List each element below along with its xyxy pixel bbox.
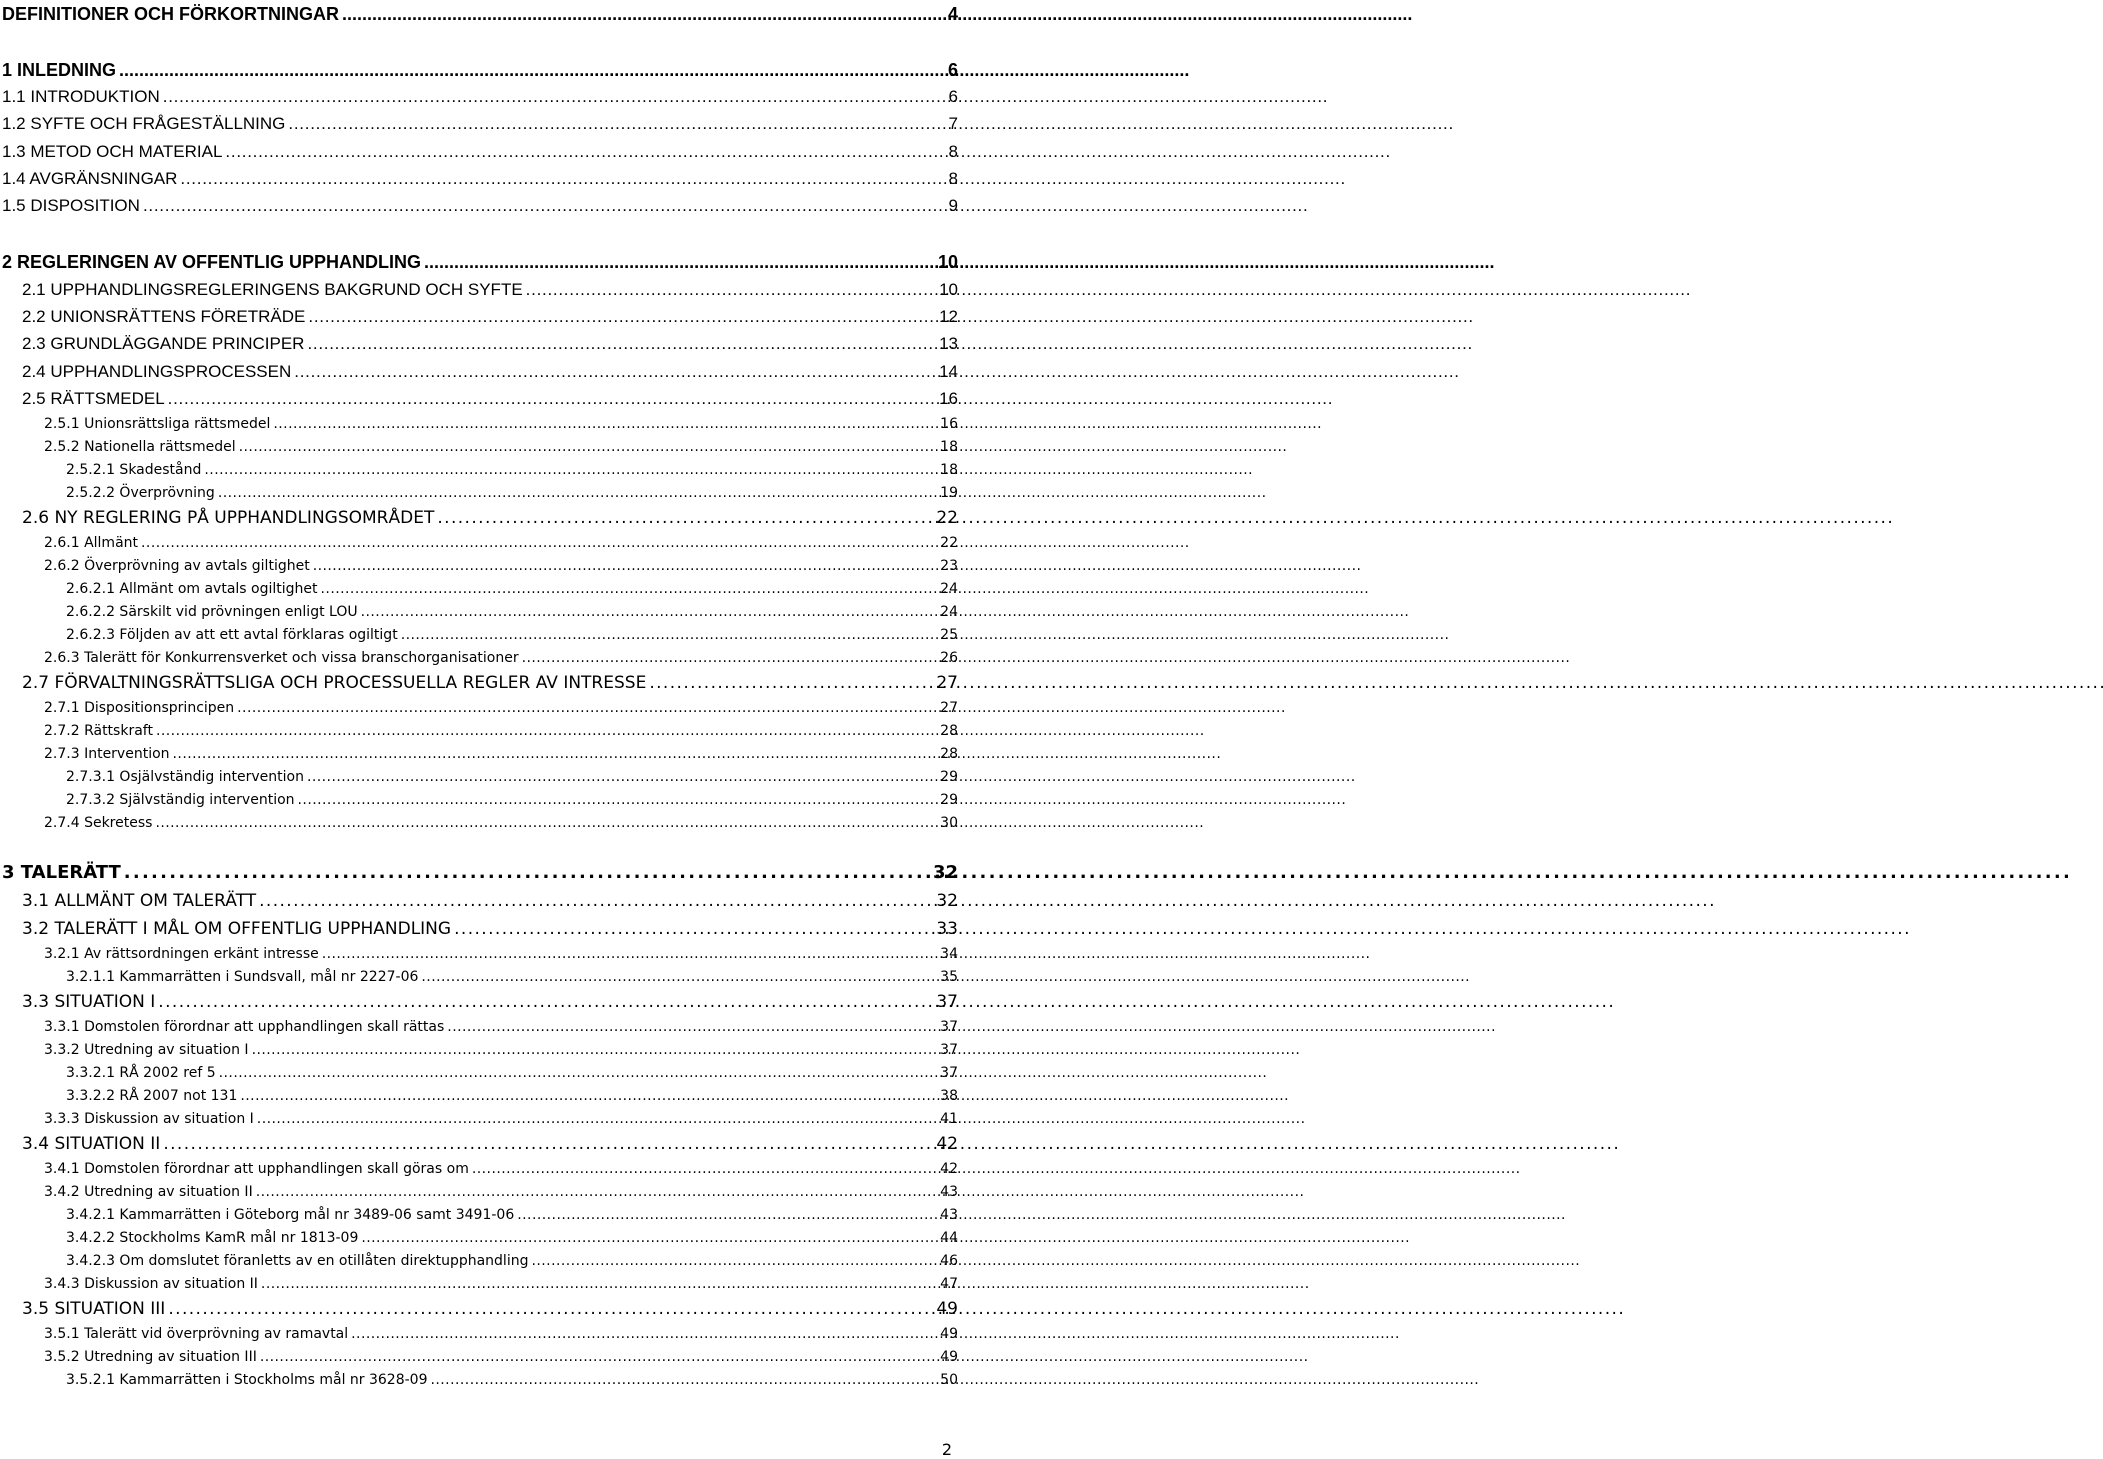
toc-leader-dots <box>173 746 938 762</box>
toc-entry[interactable] <box>2 60 958 81</box>
toc-entry[interactable] <box>44 723 958 739</box>
toc-entry[interactable] <box>44 416 958 432</box>
toc-entry[interactable] <box>44 1326 958 1342</box>
toc-entry-title: 3.4.2.1 Kammarrätten i Göteborg mål nr 3489-06 samt 3491-06 <box>66 1207 515 1223</box>
toc-entry-title: 2.4 UPPHANDLINGSPROCESSEN <box>22 362 292 381</box>
toc-leader-dots <box>168 389 936 409</box>
toc-leader-dots <box>204 462 937 478</box>
toc-leader-dots <box>288 114 945 134</box>
toc-entry-title: 2.7.1 Dispositionsprincipen <box>44 700 235 716</box>
toc-leader-dots <box>256 1184 937 1200</box>
toc-entry[interactable] <box>66 1372 958 1388</box>
toc-entry-title: 3.4.3 Diskussion av situation II <box>44 1276 258 1292</box>
toc-entry-page: 32 <box>932 862 958 883</box>
toc-entry-title: 3.2.1.1 Kammarrätten i Sundsvall, mål nr 2227-06 <box>66 969 419 985</box>
toc-entry[interactable] <box>66 1230 958 1246</box>
toc-entry-page: 7 <box>948 114 958 133</box>
toc-entry-title: 2.5.1 Unionsrättsliga rättsmedel <box>44 416 271 432</box>
toc-entry-title: 2.5.2 Nationella rättsmedel <box>44 439 236 455</box>
toc-entry-title: 3.5 SITUATION III <box>22 1299 166 1319</box>
toc-entry-page: 28 <box>940 723 958 739</box>
toc-entry-title: 3.3.1 Domstolen förordnar att upphandlingen skall rättas <box>44 1019 445 1035</box>
toc-entry[interactable] <box>44 1349 958 1365</box>
toc-entry[interactable] <box>22 362 958 382</box>
toc-leader-dots <box>522 650 938 666</box>
toc-entry[interactable] <box>44 746 958 762</box>
toc-entry[interactable] <box>66 1207 958 1223</box>
toc-entry[interactable] <box>44 1161 958 1177</box>
toc-entry[interactable] <box>22 1299 958 1319</box>
page-number: 2 <box>941 1440 952 1459</box>
toc-entry-title: 2.5 RÄTTSMEDEL <box>22 389 165 408</box>
toc-entry[interactable] <box>2 252 958 273</box>
toc-leader-dots <box>401 627 937 643</box>
toc-entry-title: 1.5 DISPOSITION <box>2 196 140 215</box>
toc-entry-page: 4 <box>947 4 958 24</box>
toc-entry-title: 2.6.2 Överprövning av avtals giltighet <box>44 558 310 574</box>
toc-entry-page: 10 <box>939 280 958 299</box>
toc-entry-page: 35 <box>940 969 958 985</box>
document-page <box>0 0 960 1458</box>
toc-entry-title: 2.7.2 Rättskraft <box>44 723 153 739</box>
toc-leader-dots <box>143 196 946 216</box>
toc-entry[interactable] <box>2 4 958 25</box>
toc-leader-dots <box>361 1230 937 1246</box>
toc-entry-title: 2.6.2.3 Följden av att ett avtal förklaras ogiltigt <box>66 627 398 643</box>
toc-entry-page: 18 <box>940 462 958 478</box>
toc-entry-title: 2.3 GRUNDLÄGGANDE PRINCIPER <box>22 334 305 353</box>
toc-leader-dots <box>257 1111 937 1127</box>
toc-leader-dots <box>526 280 936 300</box>
toc-entry-page: 8 <box>948 169 958 188</box>
toc-entry[interactable] <box>22 334 958 354</box>
toc-entry-title: 2.6.3 Talerätt för Konkurrensverket och vissa branschorganisationer <box>44 650 519 666</box>
toc-leader-dots <box>219 1065 938 1081</box>
toc-entry-page: 41 <box>940 1111 958 1127</box>
toc-leader-dots <box>517 1207 937 1223</box>
toc-leader-dots <box>163 1134 933 1154</box>
toc-entry[interactable] <box>66 604 958 620</box>
toc-entry-title: 3.2 TALERÄTT I MÅL OM OFFENTLIG UPPHANDLING <box>22 919 452 939</box>
toc-entry-title: 2.6.2.1 Allmänt om avtals ogiltighet <box>66 581 318 597</box>
toc-entry-title: 3.5.2.1 Kammarrätten i Stockholms mål nr 3628-09 <box>66 1372 428 1388</box>
toc-entry-page: 47 <box>940 1276 958 1292</box>
toc-leader-dots <box>321 581 938 597</box>
toc-leader-dots <box>155 815 937 831</box>
toc-entry-page: 16 <box>940 416 958 432</box>
toc-entry[interactable] <box>22 891 958 911</box>
toc-leader-dots <box>351 1326 937 1342</box>
toc-leader-dots <box>163 87 946 107</box>
toc-entry-page: 32 <box>936 891 958 911</box>
toc-entry-page: 27 <box>936 673 958 693</box>
toc-entry-title: 2.1 UPPHANDLINGSREGLERINGENS BAKGRUND OCH SYFTE <box>22 280 523 299</box>
toc-entry-page: 25 <box>940 627 958 643</box>
toc-entry-page: 38 <box>940 1088 958 1104</box>
toc-entry-title: 3.2.1 Av rättsordningen erkänt intresse <box>44 946 319 962</box>
toc-entry[interactable] <box>44 558 958 574</box>
toc-entry[interactable] <box>2 862 958 883</box>
toc-entry-title: 2.2 UNIONSRÄTTENS FÖRETRÄDE <box>22 307 306 326</box>
toc-entry[interactable] <box>22 307 958 327</box>
toc-leader-dots <box>298 792 938 808</box>
toc-leader-dots <box>430 1372 937 1388</box>
toc-entry-page: 49 <box>940 1349 958 1365</box>
toc-entry-page: 24 <box>940 581 958 597</box>
toc-entry[interactable] <box>22 919 958 939</box>
toc-entry-title: 3.5.1 Talerätt vid överprövning av ramavtal <box>44 1326 349 1342</box>
toc-leader-dots <box>307 769 937 785</box>
toc-leader-dots <box>141 535 937 551</box>
toc-leader-dots <box>447 1019 937 1035</box>
toc-entry-page: 37 <box>940 1042 958 1058</box>
toc-entry-title: 3.3 SITUATION I <box>22 992 156 1012</box>
toc-entry-page: 50 <box>940 1372 958 1388</box>
toc-entry-title: 2.5.2.2 Överprövning <box>66 485 215 501</box>
toc-entry-title: 3.3.3 Diskussion av situation I <box>44 1111 254 1127</box>
toc-entry-title: 2.6.2.2 Särskilt vid prövningen enligt LOU <box>66 604 358 620</box>
toc-entry-title: 2.7.3.1 Osjälvständig intervention <box>66 769 304 785</box>
toc-entry[interactable] <box>2 114 958 134</box>
toc-entry[interactable] <box>66 462 958 478</box>
toc-entry-page: 28 <box>940 746 958 762</box>
toc-entry[interactable] <box>66 1088 958 1104</box>
toc-entry[interactable] <box>2 87 958 107</box>
toc-entry-page: 22 <box>940 535 958 551</box>
toc-entry[interactable] <box>44 1042 958 1058</box>
toc-entry-title: 1.3 METOD OCH MATERIAL <box>2 142 223 161</box>
toc-entry-title: 1.2 SYFTE OCH FRÅGESTÄLLNING <box>2 114 286 133</box>
toc-entry-page: 46 <box>940 1253 958 1269</box>
toc-leader-dots <box>260 1349 937 1365</box>
toc-entry-title: 2.6 NY REGLERING PÅ UPPHANDLINGSOMRÅDET <box>22 508 435 528</box>
toc-leader-dots <box>421 969 937 985</box>
toc-entry-page: 14 <box>939 362 958 381</box>
toc-entry-page: 24 <box>940 604 958 620</box>
toc-entry-title: 2.7.3 Intervention <box>44 746 170 762</box>
toc-entry-page: 8 <box>948 142 958 161</box>
toc-leader-dots <box>294 362 936 382</box>
toc-entry[interactable] <box>22 280 958 300</box>
toc-entry-page: 33 <box>936 919 958 939</box>
toc-entry-title: 1 INLEDNING <box>2 60 117 80</box>
toc-entry-page: 10 <box>937 252 958 272</box>
toc-entry-page: 37 <box>940 1065 958 1081</box>
toc-entry-title: 2.7.3.2 Självständig intervention <box>66 792 295 808</box>
toc-entry-title: 1.4 AVGRÄNSNINGAR <box>2 169 178 188</box>
toc-leader-dots <box>424 252 935 273</box>
toc-entry-page: 23 <box>940 558 958 574</box>
toc-entry[interactable] <box>44 1276 958 1292</box>
toc-entry[interactable] <box>2 142 958 162</box>
toc-entry-page: 6 <box>947 60 958 80</box>
toc-leader-dots <box>361 604 938 620</box>
toc-entry-page: 43 <box>940 1207 958 1223</box>
toc-entry[interactable] <box>66 627 958 643</box>
toc-entry[interactable] <box>44 650 958 666</box>
toc-leader-dots <box>252 1042 938 1058</box>
toc-entry-page: 29 <box>940 769 958 785</box>
toc-entry-title: 3.1 ALLMÄNT OM TALERÄTT <box>22 891 257 911</box>
toc-leader-dots <box>119 60 945 81</box>
toc-leader-dots <box>168 1299 933 1319</box>
toc-entry-page: 30 <box>940 815 958 831</box>
toc-entry-page: 49 <box>940 1326 958 1342</box>
toc-leader-dots <box>180 169 945 189</box>
toc-entry-page: 16 <box>939 389 958 408</box>
toc-entry-page: 9 <box>948 196 958 215</box>
toc-entry[interactable] <box>44 439 958 455</box>
toc-leader-dots <box>531 1253 937 1269</box>
toc-entry-page: 6 <box>948 87 958 106</box>
toc-entry[interactable] <box>2 169 958 189</box>
toc-leader-dots <box>472 1161 937 1177</box>
toc-entry-title: 3 TALERÄTT <box>2 862 121 883</box>
toc-entry[interactable] <box>44 1019 958 1035</box>
toc-leader-dots <box>237 700 937 716</box>
toc-leader-dots <box>342 4 945 25</box>
toc-entry-title: 3.3.2.2 RÅ 2007 not 131 <box>66 1088 238 1104</box>
toc-leader-dots <box>225 142 945 162</box>
toc-entry-page: 34 <box>940 946 958 962</box>
toc-entry-page: 49 <box>936 1299 958 1319</box>
toc-entry[interactable] <box>22 389 958 409</box>
toc-entry-title: 2.6.1 Allmänt <box>44 535 139 551</box>
toc-entry-title: 2.7 FÖRVALTNINGSRÄTTSLIGA OCH PROCESSUELLA REGLER AV INTRESSE <box>22 673 647 693</box>
toc-entry-title: 3.4.2.3 Om domslutet föranletts av en otillåten direktupphandling <box>66 1253 529 1269</box>
toc-entry-page: 22 <box>936 508 958 528</box>
toc-entry-page: 12 <box>939 307 958 326</box>
toc-entry-page: 42 <box>940 1161 958 1177</box>
toc-entry-title: 1.1 INTRODUKTION <box>2 87 160 106</box>
toc-leader-dots <box>218 485 937 501</box>
toc-leader-dots <box>454 919 933 939</box>
toc-leader-dots <box>259 891 933 911</box>
toc-entry[interactable] <box>66 485 958 501</box>
toc-entry[interactable] <box>22 673 958 693</box>
toc-entry[interactable] <box>22 508 958 528</box>
toc-leader-dots <box>156 723 937 739</box>
toc-leader-dots <box>239 439 938 455</box>
toc-leader-dots <box>307 334 936 354</box>
toc-leader-dots <box>308 307 936 327</box>
toc-entry-page: 18 <box>940 439 958 455</box>
toc-leader-dots <box>240 1088 937 1104</box>
toc-entry[interactable] <box>66 1253 958 1269</box>
toc-leader-dots <box>649 673 933 693</box>
toc-entry-title: 3.4.2 Utredning av situation II <box>44 1184 253 1200</box>
toc-entry-page: 42 <box>936 1134 958 1154</box>
toc-leader-dots <box>158 992 933 1012</box>
toc-entry-page: 29 <box>940 792 958 808</box>
toc-entry[interactable] <box>44 946 958 962</box>
toc-entry[interactable] <box>44 700 958 716</box>
toc-entry-title: 2 REGLERINGEN AV OFFENTLIG UPPHANDLING <box>2 252 422 272</box>
toc-leader-dots <box>124 862 930 883</box>
toc-entry[interactable] <box>2 196 958 216</box>
toc-entry-title: 3.5.2 Utredning av situation III <box>44 1349 257 1365</box>
toc-leader-dots <box>261 1276 937 1292</box>
toc-entry-page: 43 <box>940 1184 958 1200</box>
toc-entry[interactable] <box>44 815 958 831</box>
toc-entry[interactable] <box>66 969 958 985</box>
toc-entry-page: 19 <box>940 485 958 501</box>
toc-entry[interactable] <box>44 1111 958 1127</box>
toc-entry[interactable] <box>66 581 958 597</box>
toc-entry-title: 3.4 SITUATION II <box>22 1134 161 1154</box>
toc-leader-dots <box>322 946 937 962</box>
toc-entry[interactable] <box>22 992 958 1012</box>
toc-entry-page: 37 <box>936 992 958 1012</box>
toc-entry-page: 13 <box>939 334 958 353</box>
toc-entry-title: 2.7.4 Sekretess <box>44 815 153 831</box>
toc-leader-dots <box>273 416 937 432</box>
toc-entry[interactable] <box>22 1134 958 1154</box>
toc-entry[interactable] <box>66 769 958 785</box>
toc-entry-title: 3.4.2.2 Stockholms KamR mål nr 1813-09 <box>66 1230 359 1246</box>
toc-entry-page: 26 <box>940 650 958 666</box>
toc-entry-title: 2.5.2.1 Skadestånd <box>66 462 202 478</box>
toc-entry-title: 3.3.2.1 RÅ 2002 ref 5 <box>66 1065 216 1081</box>
toc-entry[interactable] <box>44 1184 958 1200</box>
toc-entry[interactable] <box>66 1065 958 1081</box>
toc-entry-page: 27 <box>940 700 958 716</box>
toc-entry[interactable] <box>44 535 958 551</box>
toc-entry[interactable] <box>66 792 958 808</box>
toc-entry-title: DEFINITIONER OCH FÖRKORTNINGAR <box>2 4 339 24</box>
toc-entry-page: 44 <box>940 1230 958 1246</box>
toc-leader-dots <box>313 558 937 574</box>
toc-leader-dots <box>437 508 933 528</box>
toc-entry-title: 3.3.2 Utredning av situation I <box>44 1042 249 1058</box>
toc-entry-page: 37 <box>940 1019 958 1035</box>
toc-entry-title: 3.4.1 Domstolen förordnar att upphandlingen skall göras om <box>44 1161 469 1177</box>
